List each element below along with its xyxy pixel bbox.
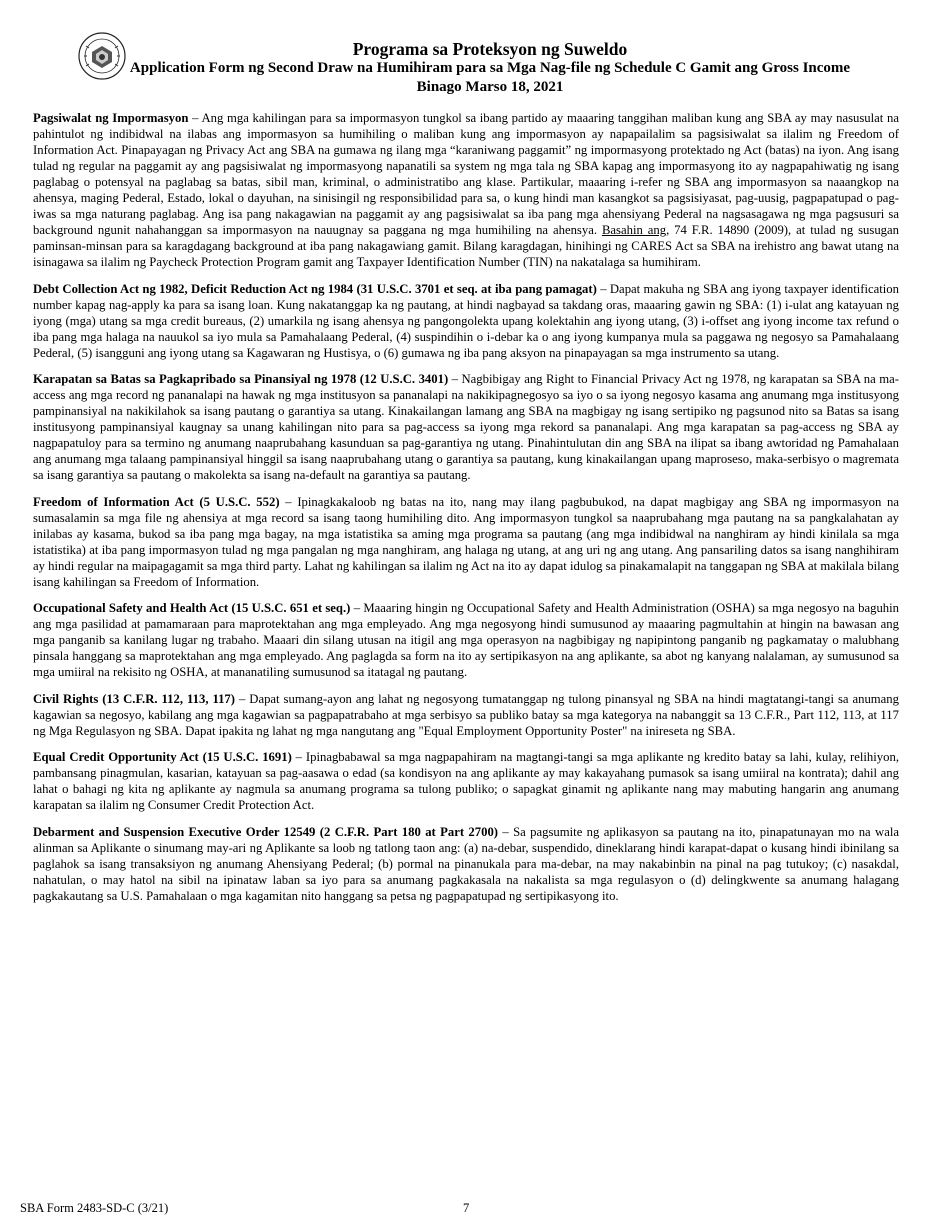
section-heading: Pagsiwalat ng Impormasyon	[33, 111, 189, 125]
section-heading: Occupational Safety and Health Act (15 U.S.C. 651 et seq.)	[33, 601, 351, 615]
citation-underlined: Basahin ang	[601, 223, 667, 237]
section-equal-credit-opportunity-act	[33, 749, 899, 813]
section-heading: Equal Credit Opportunity Act (15 U.S.C. 1691)	[33, 750, 292, 764]
section-body: – Maaaring hingin ng Occupational Safety and Health Administration (OSHA) sa mga negosyo na baguhin ang mga pasilidad at pamamaraan para maprotektahan ang mga empleyado. Ang mga negosyong hindi sumusunod ay maaaring pagmultahin at hingin na bawasan ang mga panganib sa kanilang lugar ng trabaho. Maaari din silang utusan na itigil ang mga operasyon na nagbibigay ng napipintong panganib ng pagkamatay o malubhang pinsala hanggang sa maprotektahan ang mga empleyado. Ang paglagda sa form na ito ay sertipikasyon na ang aplikante, sa abot ng kanyang nalalaman, ay sumusunod sa mga umiiral na rekisito ng OSHA, at mananatiling sumusunod sa itatagal ng pautang.	[33, 601, 899, 679]
section-body-continued: , 74 F.R. 14890 (2009), at tulad ng susugan paminsan-minsan para sa karagdagang background at iba pang nakagawiang gamit. Bilang karagdagan, hinihingi ng CARES Act sa SBA na irehistro ang bawat utang na isinagawa sa ilalim ng Paycheck Protection Program gamit ang Taxpayer Identification Number (TIN) na nakatalaga sa humihiram.	[33, 223, 899, 269]
section-body: – Dapat makuha ng SBA ang iyong taxpayer identification number kapag nag-apply ka para sa isang loan. Kung nakatanggap ka ng pautang, at hindi nagbayad sa takdang oras, maaaring gawin ng SBA: (1) i-ulat ang katayuan ng iyong (mga) utang sa mga credit bureaus, (2) umarkila ng isang ahensya ng pangongolekta upang kolektahin ang iyong utang, (3) i-offset ang iyong income tax refund o iba pang mga halaga na nauukol sa iyo mula sa Pamahalaang Pederal, (4) suspindihin o i-debar ka o ang iyong kumpanya mula sa paggawa ng negosyo sa Pamahalaang Pederal, (5) isangguni ang iyong utang sa Kagawaran ng Hustisya, o (6) gumawa ng iba pang aksyon na pinapayagan sa mga instrumento sa utang.	[33, 281, 899, 360]
section-freedom-of-information-act	[33, 494, 899, 590]
section-heading: Debt Collection Act ng 1982, Deficit Reduction Act ng 1984 (31 U.S.C. 3701 et seq. at iba pang pamagat)	[33, 281, 597, 296]
section-information-disclosure	[33, 110, 899, 270]
section-civil-rights	[33, 691, 899, 739]
section-heading: Freedom of Information Act (5 U.S.C. 552)	[33, 494, 280, 509]
document-header	[120, 40, 860, 97]
section-heading: Debarment and Suspension Executive Order 12549 (2 C.F.R. Part 180 at Part 2700)	[33, 824, 499, 839]
form-identifier: SBA Form 2483-SD-C (3/21)	[20, 1201, 169, 1215]
sba-seal-icon	[78, 32, 126, 80]
document-subtitle: Application Form ng Second Draw na Humihiram para sa Mga Nag-file ng Schedule C Gamit ang Gross Income	[129, 60, 851, 76]
revision-date: Binago Marso 18, 2021	[416, 79, 564, 95]
document-title: Programa sa Proteksyon ng Suweldo	[352, 39, 628, 59]
section-osha	[33, 600, 899, 680]
section-heading: Karapatan sa Batas sa Pagkapribado sa Pinansiyal ng 1978 (12 U.S.C. 3401)	[33, 372, 449, 386]
section-heading: Civil Rights (13 C.F.R. 112, 113, 117)	[33, 691, 236, 706]
document-body	[33, 110, 899, 914]
section-body: – Sa pagsumite ng aplikasyon sa pautang na ito, pinapatunayan mo na wala alinman sa Aplikante o sinumang may-ari ng Aplikante sa loob ng tatlong taon ang: (a) na-debar, suspendido, dineklarang hindi karapat-dapat o kusang hindi ibinilang sa paglahok sa isang transaksiyon ng anumang Ahensiyang Pederal; (b) pormal na pinanukala para ma-debar, na may nakabinbin na pinal na pag tutukoy; (c) nasakdal, nahatulan, o may hatol na sibil na ipinataw laban sa iyo para sa anumang pagkakasala na nakalista sa mga regulasyon o (d) delingkwente sa anumang halagang pagkakautang sa U.S. Pamahalaan o mga kagamitan nito hanggang sa petsa ng pagpapatupad ng sertipikasyong ito.	[33, 824, 900, 903]
section-body: – Ipinagbabawal sa mga nagpapahiram na magtangi-tangi sa mga aplikante ng kredito batay sa lahi, kulay, relihiyon, pambansang pinagmulan, kasarian, katayuan sa pag-aasawa o edad (sa kondisyon na ang aplikante ay may kakayahang pumasok sa isang umiiral na kontrata); dahil ang lahat o bahagi ng kita ng aplikante ay nagmula sa anumang programa sa tulong publiko; o sapagkat ginamit ng aplikante nang may mabuting hangarin ang anumang karapatan sa ilalim ng Consumer Credit Protection Act.	[33, 750, 899, 812]
section-body: – Dapat sumang-ayon ang lahat ng negosyong tumatanggap ng tulong pinansyal ng SBA na hindi magtatangi-tangi sa anumang kagawian sa negosyo, kabilang ang mga kagawian sa pagpapatrabaho at mga serbisyo sa publiko batay sa mga kategorya na nabanggit sa 13 C.F.R., Part 112, 113, at 117 ng Mga Regulasyon ng SBA. Dapat ipakita ng lahat ng mga nangutang ang "Equal Employment Opportunity Poster" na inireseta ng SBA.	[33, 691, 899, 738]
section-debt-collection-act	[33, 281, 899, 361]
section-body: – Nagbibigay ang Right to Financial Privacy Act ng 1978, ng karapatan sa SBA na ma-access ang mga record ng pananalapi na hawak ng mga institusyon sa pananalapi na nakikipagnegosyo sa iyo o sa iyong negosyo kasama ang anumang mga institusyong pampinansiyal na nakikilahok sa isang pautang o garantiya sa utang. Kinakailangan lamang ang SBA na magbigay ng isang sertipiko ng pagsunod nito sa Batas sa isang institusyong pampinansiyal kaugnay sa unang kahilingan nito para sa pag-access sa iyong mga rekord sa pananalapi. Ang mga karapatan sa pag-access ng SBA ay nagpapatuloy para sa termino ng anumang naaprubahang kasunduan sa pag-garantiya ng utang. Pinahintulutan din ang SBA na ilipat sa ibang awtoridad ng Pamahalaan ang anumang mga talaang pampinansiyal hinggil sa isang naaprubahang utang o garantiya sa pautang, kung kinakailangan upang maproseso, maka-serbisyo o magremata sa isang garantiya sa pautang o makolekta sa isang na-default na garantiya sa pautang.	[33, 372, 899, 482]
section-body: – Ipinagkakaloob ng batas na ito, nang may ilang pagbubukod, na dapat magbigay ang SBA ng impormasyon na sumasalamin sa mga file ng ahensiya at mga record sa isang taong humihiling dito. Ang impormasyon tungkol sa naaprubahang mga pautang na sa pangkalahatan ay inilabas ay kasama, bukod sa iba pang mga bagay, na mga istatistika sa aming mga programa sa pautang (ang mga indibidwal na nanghiram ay hindi kinilala sa mga istatistika) at iba pang impormasyon tulad ng mga pangalan ng mga nanghiram, ang halaga ng utang, at ang uri ng ang utang. Ang pansariling datos sa isang nanghihiram ay hindi regular na maipagagamit sa mga third party. Lahat ng kahilingan sa ilalim ng Act na ito ay dapat idulog sa pinakamalapit na tanggapan ng SBA at makilala bilang isang kahilingan sa Freedom of Information.	[33, 494, 899, 589]
page-number: 7	[463, 1201, 470, 1215]
section-debarment-suspension	[33, 824, 899, 904]
section-body: – Ang mga kahilingan para sa impormasyon tungkol sa ibang partido ay maaaring tanggihan maliban kung ang SBA ay may nasusulat na pahintulot ng indibidwal na ilabas ang impormasyon sa humihiling o maliban kung ang impormasyon ay napapailalim sa pagsisiwalat sa ilalim ng Freedom of Information Act. Pinapayagan ng Privacy Act ang SBA na gumawa ng ilang mga “karaniwang paggamit” ng impormasyong protektado ng Act (batas) na iyon. Ang isang tulad ng regular na paggamit ay ang pagsisiwalat ng impormasyong napanatili sa system ng mga tala ng SBA kapag ang impormasyong ito ay nagpapahiwatig ng isang paglabag o potensyal na paglabag sa batas, sibil man, kriminal, o administratibo ang klase. Partikular, maaaring i-refer ng SBA ang impormasyon sa naaangkop na ahensya, maging Pederal, Estado, lokal o dayuhan, na sinisingil ng responsibilidad para sa, o kung hindi man kasangkot sa pagsisiyasat, pag-uusig, pagpapatupad o pag-iwas sa mga naturang paglabag. Ang isa pang nakagawian na paggamit ay ang pagsisiwalat sa iba pang mga ahensiyang Pederal na nagsasagawa ng mga pagsusuri sa background ngunit nahahanggan sa impormasyon na nauugnay sa paggana ng mga humihiling na ahensya.	[33, 111, 899, 237]
section-financial-privacy-act	[33, 371, 899, 483]
